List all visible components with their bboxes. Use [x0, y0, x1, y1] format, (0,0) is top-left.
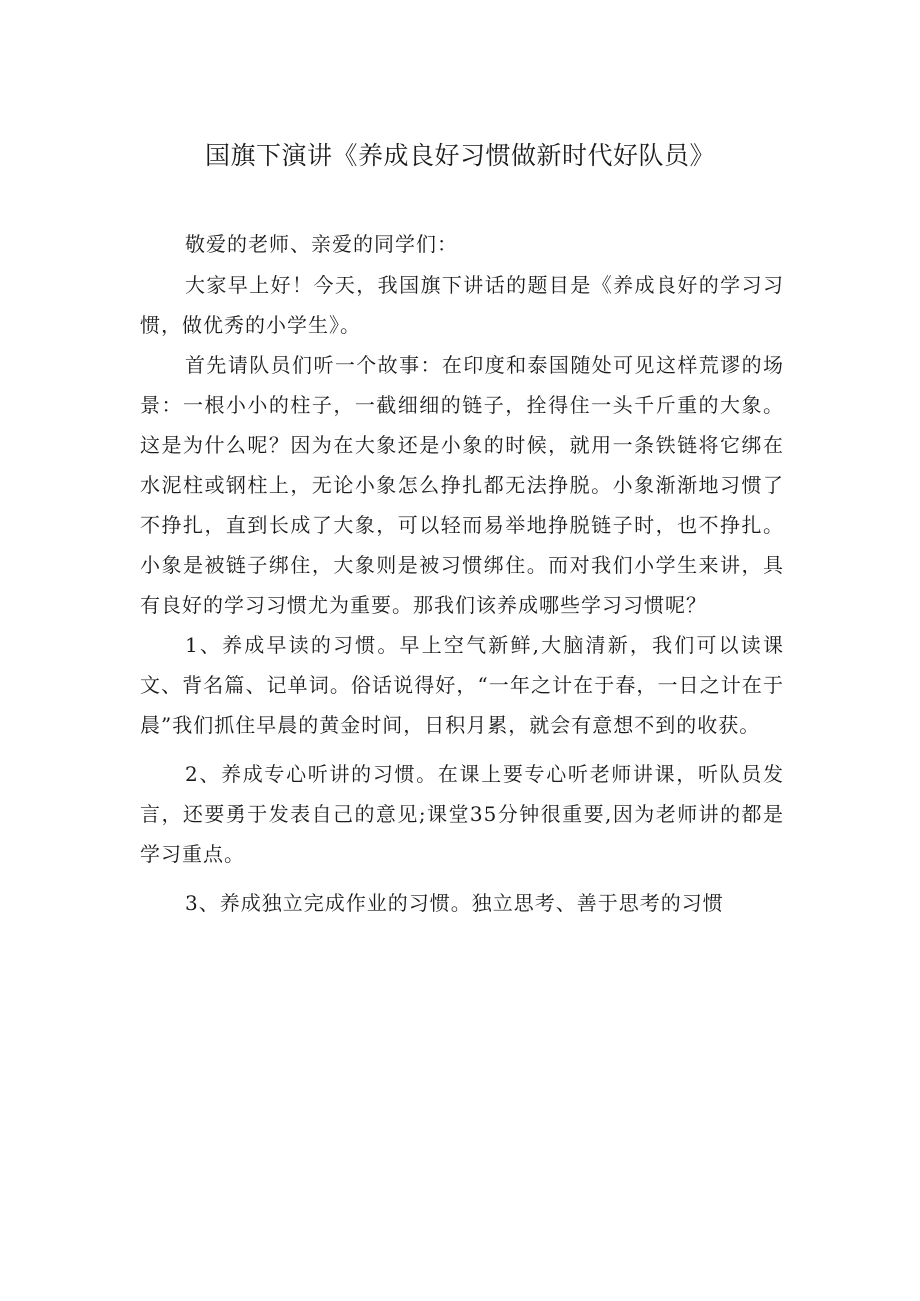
paragraph-habit-3: 3、养成独立完成作业的习惯。独立思考、善于思考的习惯 [185, 891, 724, 915]
paragraph-salutation: 敬爱的老师、亲爱的同学们： [185, 232, 458, 256]
document-body [140, 224, 784, 923]
paragraph-story: 首先请队员们听一个故事：在印度和泰国随处可见这样荒谬的场景：一根小小的柱子，一截细细的链子，拴得住一头千斤重的大象。这是为什么呢？因为在大象还是小象的时候，就用一条铁链将它绑在水泥柱或钢柱上，无论小象怎么挣扎都无法挣脱。小象渐渐地习惯了不挣扎，直到长成了大象，可以轻而易举地挣脱链子时，也不挣扎。小象是被链子绑住，大象则是被习惯绑住。而对我们小学生来讲，具有良好的学习习惯尤为重要。那我们该养成哪些学习习惯呢？ [140, 353, 784, 617]
paragraph-greeting: 大家早上好！今天，我国旗下讲话的题目是《养成良好的学习习惯，做优秀的小学生》。 [140, 273, 784, 337]
paragraph-habit-1: 1、养成早读的习惯。早上空气新鲜,大脑清新，我们可以读课文、背名篇、记单词。俗话说得好，“一年之计在于春，一日之计在于晨”我们抓住早晨的黄金时间，日积月累，就会有意想不到的收获。 [140, 633, 784, 737]
paragraph-habit-2: 2、养成专心听讲的习惯。在课上要专心听老师讲课，听队员发言，还要勇于发表自己的意见;课堂35分钟很重要,因为老师讲的都是学习重点。 [140, 762, 784, 866]
document-title: 国旗下演讲《养成良好习惯做新时代好队员》 [204, 141, 715, 170]
